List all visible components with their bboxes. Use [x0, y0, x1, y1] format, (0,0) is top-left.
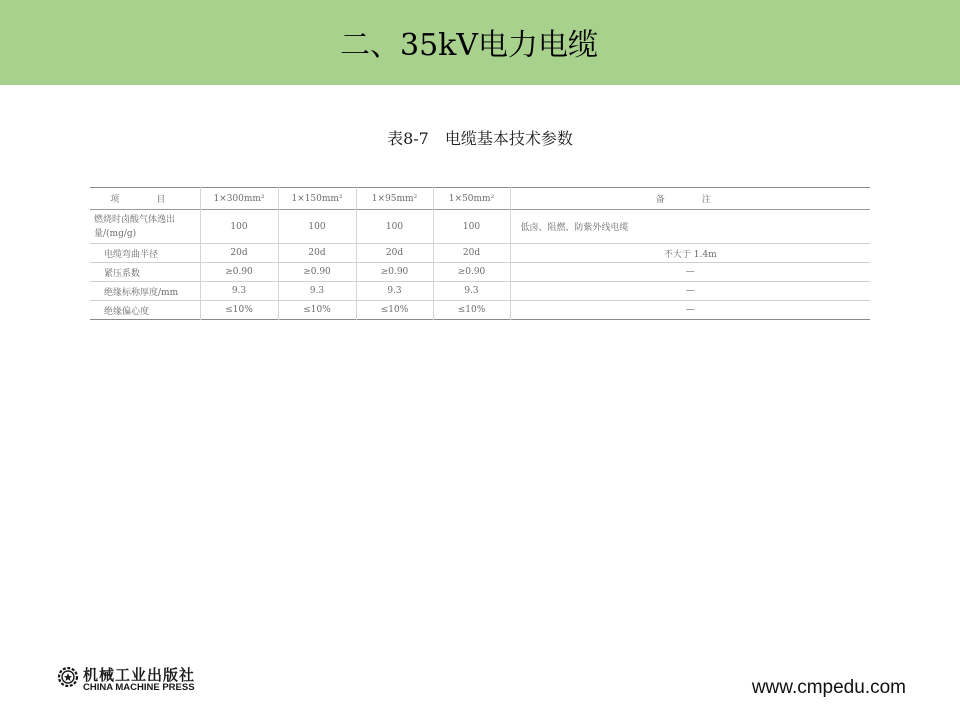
header-50: 1×50mm² — [433, 188, 510, 210]
row-label: 紧压系数 — [104, 268, 141, 279]
row-label: 燃烧时卤酸气体逸出量/(mg/g) — [94, 214, 176, 239]
row-label: 绝缘标称厚度/mm — [104, 287, 179, 298]
header-150: 1×150mm² — [278, 188, 356, 210]
cell-value: ≤10% — [356, 301, 433, 320]
publisher-logo — [57, 664, 227, 694]
cell-value: ≥0.90 — [356, 263, 433, 282]
header-95: 1×95mm² — [356, 188, 433, 210]
header-item: 项 目 — [110, 195, 180, 205]
cell-value: 20d — [200, 244, 278, 263]
table-caption-number: 表8-7 — [387, 129, 429, 148]
cell-value: 9.3 — [278, 282, 356, 301]
cell-remark: — — [510, 263, 870, 282]
cell-value: 20d — [356, 244, 433, 263]
cell-value: ≤10% — [278, 301, 356, 320]
cell-value: ≥0.90 — [200, 263, 278, 282]
header-300: 1×300mm² — [200, 188, 278, 210]
header-remarks: 备 注 — [510, 188, 870, 210]
cell-value: ≥0.90 — [278, 263, 356, 282]
cell-remark: 不大于 1.4m — [510, 244, 870, 263]
table-row — [90, 282, 870, 301]
cell-value: 9.3 — [200, 282, 278, 301]
table-row — [90, 244, 870, 263]
cell-value: 100 — [356, 210, 433, 244]
publisher-name-en: CHINA MACHINE PRESS — [83, 682, 195, 693]
row-label: 电缆弯曲半径 — [104, 249, 159, 260]
row-label: 绝缘偏心度 — [104, 306, 150, 317]
cell-value: ≤10% — [200, 301, 278, 320]
slide-title: 二、35kV电力电缆 — [340, 28, 599, 63]
cell-remark: 低卤、阻燃、防紫外线电缆 — [510, 210, 870, 244]
cell-value: 100 — [200, 210, 278, 244]
cell-remark: — — [510, 282, 870, 301]
table-caption — [0, 126, 960, 149]
table-caption-text: 电缆基本技术参数 — [444, 129, 573, 148]
table-row — [90, 263, 870, 282]
cell-value: ≤10% — [433, 301, 510, 320]
cell-value: 9.3 — [433, 282, 510, 301]
table-row — [90, 210, 870, 244]
gear-emblem-icon — [57, 666, 79, 688]
table-header-row — [90, 188, 870, 210]
cell-value: 20d — [433, 244, 510, 263]
cell-value: 9.3 — [356, 282, 433, 301]
table-row — [90, 301, 870, 320]
cell-value: 100 — [278, 210, 356, 244]
cable-parameters-table — [90, 187, 870, 320]
cell-remark: — — [510, 301, 870, 320]
cell-value: ≥0.90 — [433, 263, 510, 282]
publisher-name-cn: 机械工业出版社 — [83, 666, 196, 684]
cell-value: 100 — [433, 210, 510, 244]
website-link[interactable]: www.cmpedu.com — [751, 677, 906, 698]
cell-value: 20d — [278, 244, 356, 263]
